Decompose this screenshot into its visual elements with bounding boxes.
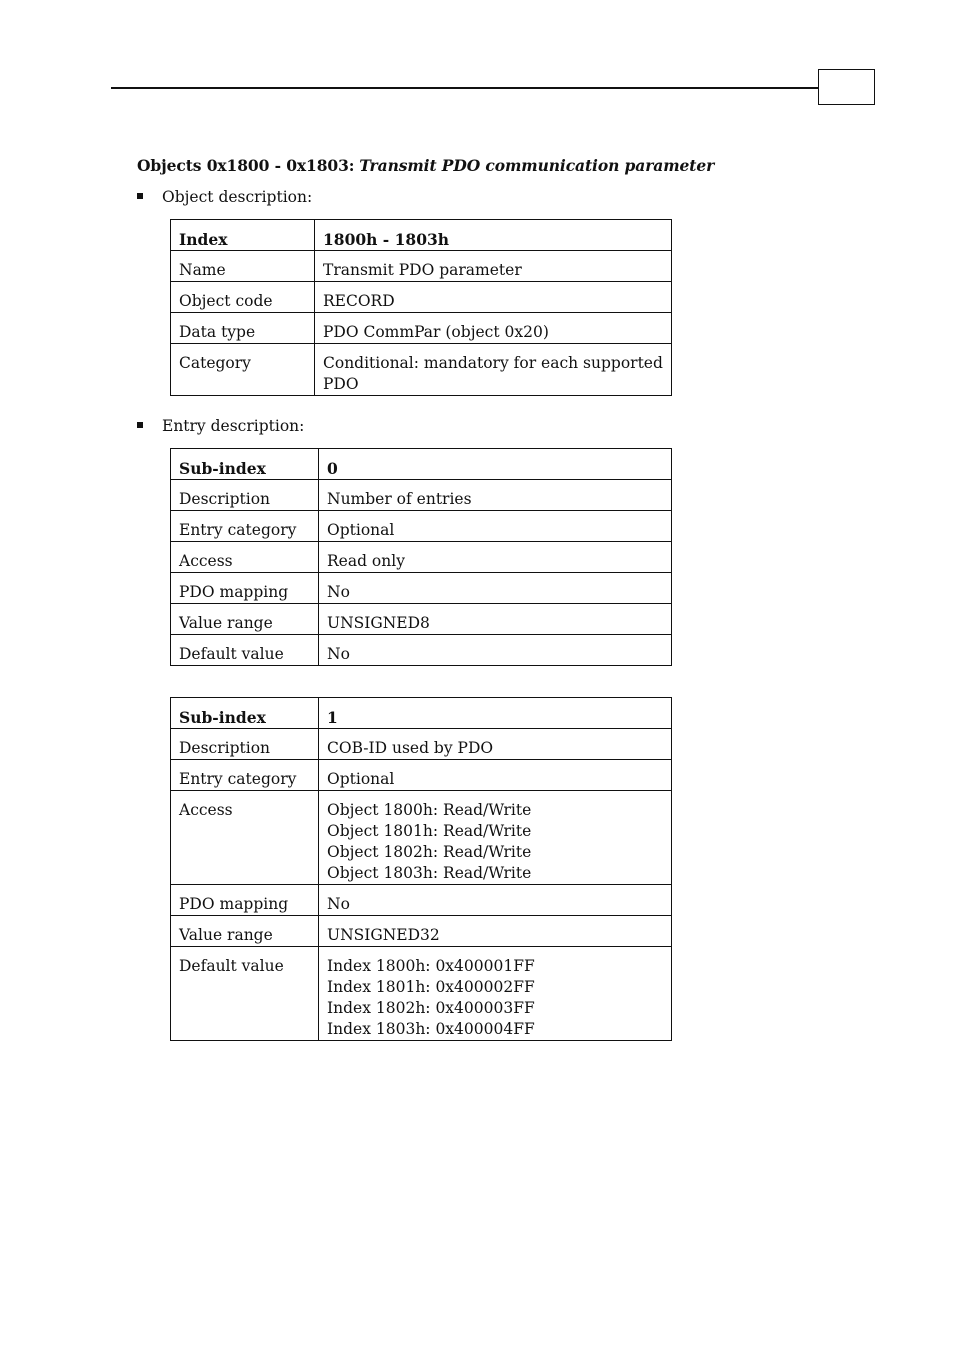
table-row [171, 511, 672, 542]
access-line: Object 1800h: Read/Write [327, 801, 532, 819]
access-line: Object 1803h: Read/Write [327, 864, 532, 882]
value-cell: Number of entries [319, 480, 672, 511]
label-cell: Default value [171, 635, 319, 666]
value-cell: Optional [319, 760, 672, 791]
label-cell: Description [171, 729, 319, 760]
label-cell: Data type [171, 313, 315, 344]
section-heading [137, 156, 714, 175]
object-description-table [170, 219, 672, 396]
table-row [171, 885, 672, 916]
label-cell: Index [171, 220, 315, 251]
table-row [171, 313, 672, 344]
value-cell: 0 [319, 449, 672, 480]
value-cell: No [319, 885, 672, 916]
heading-object-range: Objects 0x1800 - 0x1803: [137, 156, 355, 175]
label-cell: Name [171, 251, 315, 282]
table-row [171, 604, 672, 635]
page-number-box [818, 69, 875, 105]
bullet-square-icon [137, 193, 143, 199]
table-row [171, 542, 672, 573]
header-rule [111, 87, 819, 89]
label-cell: Value range [171, 916, 319, 947]
table-row [171, 573, 672, 604]
label-cell: Object code [171, 282, 315, 313]
table-row [171, 791, 672, 885]
default-value-line: Index 1803h: 0x400004FF [327, 1020, 535, 1038]
table-row [171, 344, 672, 396]
value-cell: Read only [319, 542, 672, 573]
table-row [171, 251, 672, 282]
table-header-row [171, 698, 672, 729]
table-row [171, 729, 672, 760]
table-header-row [171, 220, 672, 251]
table-row [171, 480, 672, 511]
value-cell: Transmit PDO parameter [315, 251, 672, 282]
table-row [171, 760, 672, 791]
value-cell [319, 947, 672, 1041]
label-cell: PDO mapping [171, 573, 319, 604]
bullet-text: Entry description: [162, 417, 305, 435]
access-line: Object 1801h: Read/Write [327, 822, 532, 840]
entry-table-subindex-1 [170, 697, 672, 1041]
table-header-row [171, 449, 672, 480]
value-cell [319, 791, 672, 885]
label-cell: Access [171, 542, 319, 573]
default-value-line: Index 1800h: 0x400001FF [327, 957, 535, 975]
label-cell: Entry category [171, 511, 319, 542]
value-cell: Conditional: mandatory for each supported PDO [315, 344, 672, 396]
value-cell: PDO CommPar (object 0x20) [315, 313, 672, 344]
value-cell: No [319, 573, 672, 604]
label-cell: Entry category [171, 760, 319, 791]
entry-table-subindex-0 [170, 448, 672, 666]
default-value-line: Index 1801h: 0x400002FF [327, 978, 535, 996]
value-cell: UNSIGNED32 [319, 916, 672, 947]
table-row [171, 947, 672, 1041]
label-cell: Sub-index [171, 449, 319, 480]
label-cell: Access [171, 791, 319, 885]
label-cell: Default value [171, 947, 319, 1041]
value-cell: No [319, 635, 672, 666]
bullet-text: Object description: [162, 188, 313, 206]
table-row [171, 282, 672, 313]
bullet-square-icon [137, 422, 143, 428]
value-cell: 1800h - 1803h [315, 220, 672, 251]
label-cell: PDO mapping [171, 885, 319, 916]
bullet-object-description [137, 188, 312, 206]
value-cell: COB-ID used by PDO [319, 729, 672, 760]
value-cell: UNSIGNED8 [319, 604, 672, 635]
table-row [171, 916, 672, 947]
heading-title: Transmit PDO communication parameter [359, 156, 715, 175]
bullet-entry-description [137, 417, 304, 435]
access-line: Object 1802h: Read/Write [327, 843, 532, 861]
label-cell: Sub-index [171, 698, 319, 729]
value-cell: 1 [319, 698, 672, 729]
value-cell: RECORD [315, 282, 672, 313]
label-cell: Category [171, 344, 315, 396]
value-cell: Optional [319, 511, 672, 542]
label-cell: Description [171, 480, 319, 511]
default-value-line: Index 1802h: 0x400003FF [327, 999, 535, 1017]
label-cell: Value range [171, 604, 319, 635]
table-row [171, 635, 672, 666]
